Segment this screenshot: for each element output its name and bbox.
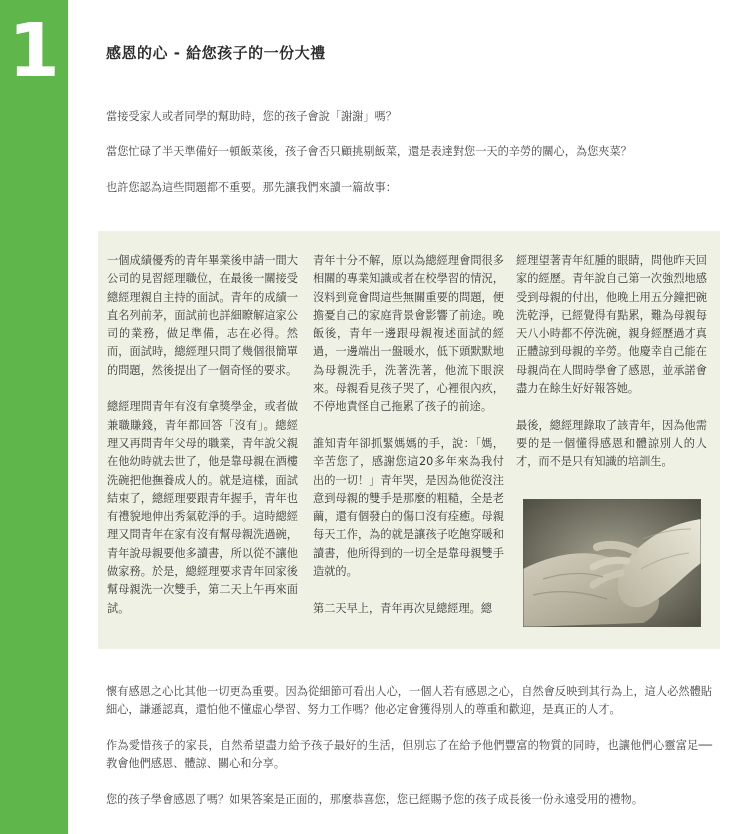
story-column-1 <box>107 252 298 636</box>
story-paragraph: 一個成績優秀的青年畢業後申請一間大公司的見習經理職位，在最後一關接受總經理親自主持的面試。青年的成績一直名列前茅，面試前也詳細瞭解這家公司的業務，做足準備，志在必得。然而，面試時，總經理只問了幾個很簡單的問題，然後提出了一個奇怪的要求。 <box>107 254 298 377</box>
intro-paragraph-3: 也許您認為這些問題都不重要。那先讓我們來讀一篇故事： <box>106 181 397 194</box>
hands-photo <box>523 499 701 627</box>
story-paragraph: 青年十分不解，原以為總經理會問很多相關的專業知識或者在校學習的情況，沒料到竟會問這些無關重要的問題，便擔憂自己的家庭背景會影響了前途。晚飯後，青年一邊跟母親複述面試的經過，一邊端出一盤暖水，低下頭默默地為母親洗手，洗著洗著，他流下眼淚來。母親看見孩子哭了，心裡很內疚，不停地責怪自己拖累了孩子的前途。 <box>313 254 504 414</box>
intro-paragraph-1: 當接受家人或者同學的幫助時，您的孩子會說「謝謝」嗎？ <box>106 110 397 123</box>
story-paragraph: 最後，總經理錄取了該青年，因為他需要的是一個懂得感恩和體諒別人的人才，而不是只有知識的培訓生。 <box>516 418 707 469</box>
story-paragraph: 第二天早上，青年再次見總經理。總 <box>313 601 493 615</box>
outro-paragraph-2: 作為愛惜孩子的家長，自然希望盡力給予孩子最好的生活，但別忘了在給予他們豐富的物質的同時，也讓他們心靈富足──教會他們感恩、體諒、關心和分享。 <box>106 739 712 770</box>
page-title: 感恩的心 - 給您孩子的一份大禮 <box>106 44 326 62</box>
story-paragraph: 總經理問青年有沒有拿獎學金，或者做兼職賺錢，青年都回答「沒有」。總經理又再問青年父母的職業，青年說父親在他幼時就去世了，他是靠母親在酒樓洗碗把他撫養成人的。就是這樣，面試結束了，總經理要跟青年握手，青年也有禮貌地伸出秀氣乾淨的手。這時總經理又問青年在家有沒有幫母親洗過碗，青年說母親要他多讀書，所以從不讓他做家務。於是，總經理要求青年回家後幫母親洗一次雙手，第二天上午再來面試。 <box>107 400 298 615</box>
outro-paragraph-3: 您的孩子學會感恩了嗎？如果答案是正面的，那麼恭喜您，您已經賜予您的孩子成長後一份永遠受用的禮物。 <box>106 793 644 806</box>
outro-paragraph-1: 懷有感恩之心比其他一切更為重要。因為從細節可看出人心，一個人若有感恩之心，自然會反映到其行為上，這人必然體貼細心，謙遜認真，還怕他不懂虛心學習、努力工作嗎？他必定會獲得別人的尊重和歡迎，是真正的人才。 <box>106 685 712 716</box>
story-column-3 <box>516 252 707 490</box>
intro-paragraph-2: 當您忙碌了半天準備好一頓飯菜後，孩子會否只顧挑剔飯菜，還是表達對您一天的辛勞的關心，為您夾菜？ <box>106 145 632 158</box>
story-column-2 <box>313 252 504 636</box>
story-paragraph: 誰知青年卻抓緊媽媽的手，說：「媽，辛苦您了，感謝您這20多年來為我付出的一切！」青年哭，是因為他從沒注意到母親的雙手是那麼的粗糙，全是老繭，還有個發白的傷口沒有痊癒。母親每天工作，為的就是讓孩子吃飽穿暖和讀書，他所得到的一切全是靠母親雙手造就的。 <box>313 436 504 579</box>
story-paragraph: 經理望著青年紅腫的眼睛，問他昨天回家的經歷。青年說自己第一次強烈地感受到母親的付出，他晚上用五分鐘把碗洗乾淨，已經覺得有點累，難為母親每天八小時都不停洗碗，親身經歷過才真正體諒到母親的辛勞。他慶幸自己能在母親尚在人間時學會了感恩，並承諾會盡力在餘生好好報答她。 <box>516 254 707 396</box>
chapter-sidebar <box>0 0 68 834</box>
hands-photo-illustration <box>523 499 701 627</box>
chapter-number: 1 <box>8 8 60 94</box>
